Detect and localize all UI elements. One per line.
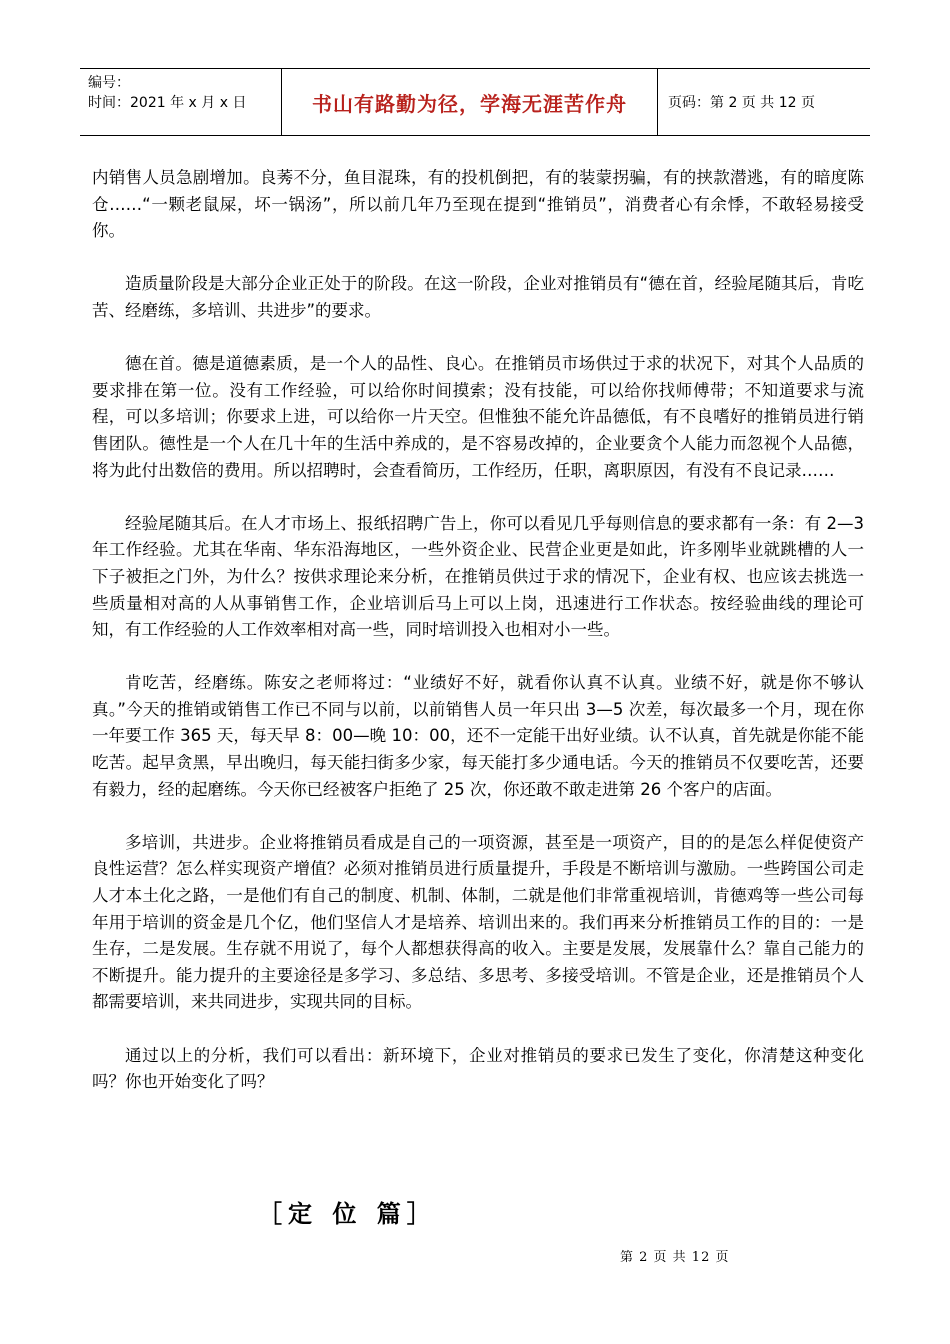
document-body	[92, 165, 864, 1122]
header-motto: 书山有路勤为径，学海无涯苦作舟	[282, 69, 658, 135]
body-paragraph: 肯吃苦，经磨练。陈安之老师将过：“业绩好不好，就看你认真不认真。业绩不好，就是你不够认真。”今天的推销或销售工作已不同与以前，以前销售人员一年只出 3—5 次差，每次最多一个月，现在你一年要工作 365 天，每天早 8：00—晚 10：00，还不一定能干出好业绩。认不认真，首先就是你能不能吃苦。起早贪黑，早出晚归，每天能扫街多少家，每天能打多少通电话。今天的推销员不仅要吃苦，还要有毅力，经的起磨练。今天你已经被客户拒绝了 25 次，你还敢不敢走进第 26 个客户的店面。	[92, 673, 864, 799]
body-paragraph: 内销售人员急剧增加。良莠不分，鱼目混珠，有的投机倒把，有的装蒙拐骗，有的挟款潜逃，有的暗度陈仓……“一颗老鼠屎，坏一锅汤”，所以前几年乃至现在提到“推销员”，消费者心有余悸，不敢轻易接受你。	[92, 168, 864, 241]
body-paragraph: 通过以上的分析，我们可以看出：新环境下，企业对推销员的要求已发生了变化，你清楚这种变化吗？你也开始变化了吗？	[92, 1045, 864, 1092]
page-header	[80, 68, 870, 136]
page-footer: 第 2 页 共 12 页	[620, 1250, 730, 1265]
document-number-label: 编号：	[88, 75, 130, 91]
body-paragraph: 造质量阶段是大部分企业正处于的阶段。在这一阶段，企业对推销员有“德在首，经验尾随其后，肯吃苦、经磨练，多培训、共进步”的要求。	[92, 274, 864, 320]
body-paragraph: 德在首。德是道德素质，是一个人的品性、良心。在推销员市场供过于求的状况下，对其个人品质的要求排在第一位。没有工作经验，可以给你时间摸索；没有技能，可以给你找师傅带；不知道要求与流程，可以多培训；你要求上进，可以给你一片天空。但惟独不能允许品德低，有不良嗜好的推销员进行销售团队。德性是一个人在几十年的生活中养成的，是不容易改掉的，企业要贪个人能力而忽视个人品德，将为此付出数倍的费用。所以招聘时，会查看简历，工作经历，任职，离职原因，有没有不良记录……	[92, 354, 864, 480]
section-heading: ［定 位 篇］	[258, 1200, 437, 1228]
body-paragraph: 多培训，共进步。企业将推销员看成是自己的一项资源，甚至是一项资产，目的的是怎么样促使资产良性运营？怎么样实现资产增值？必须对推销员进行质量提升，手段是不断培训与激励。一些跨国公司走人才本土化之路，一是他们有自己的制度、机制、体制，二就是他们非常重视培训，肯德鸡等一些公司每年用于培训的资金是几个亿，他们坚信人才是培养、培训出来的。我们再来分析推销员工作的目的：一是生存，二是发展。生存就不用说了，每个人都想获得高的收入。主要是发展，发展靠什么？靠自己能力的不断提升。能力提升的主要途径是多学习、多总结、多思考、多接受培训。不管是企业，还是推销员个人都需要培训，来共同进步，实现共同的目标。	[92, 832, 864, 1012]
body-paragraph: 经验尾随其后。在人才市场上、报纸招聘广告上，你可以看见几乎每则信息的要求都有一条：有 2—3 年工作经验。尤其在华南、华东沿海地区，一些外资企业、民营企业更是如此，许多刚毕业就跳槽的人一下子被拒之门外，为什么？按供求理论来分析，在推销员供过于求的情况下，企业有权、也应该去挑选一些质量相对高的人从事销售工作，企业培训后马上可以上岗，迅速进行工作状态。按经验曲线的理论可知，有工作经验的人工作效率相对高一些，同时培训投入也相对小一些。	[92, 513, 864, 640]
header-page-info: 页码：第 2 页 共 12 页	[668, 95, 815, 111]
document-date-label: 时间：2021 年 x 月 x 日	[88, 95, 247, 111]
header-meta	[80, 69, 282, 135]
